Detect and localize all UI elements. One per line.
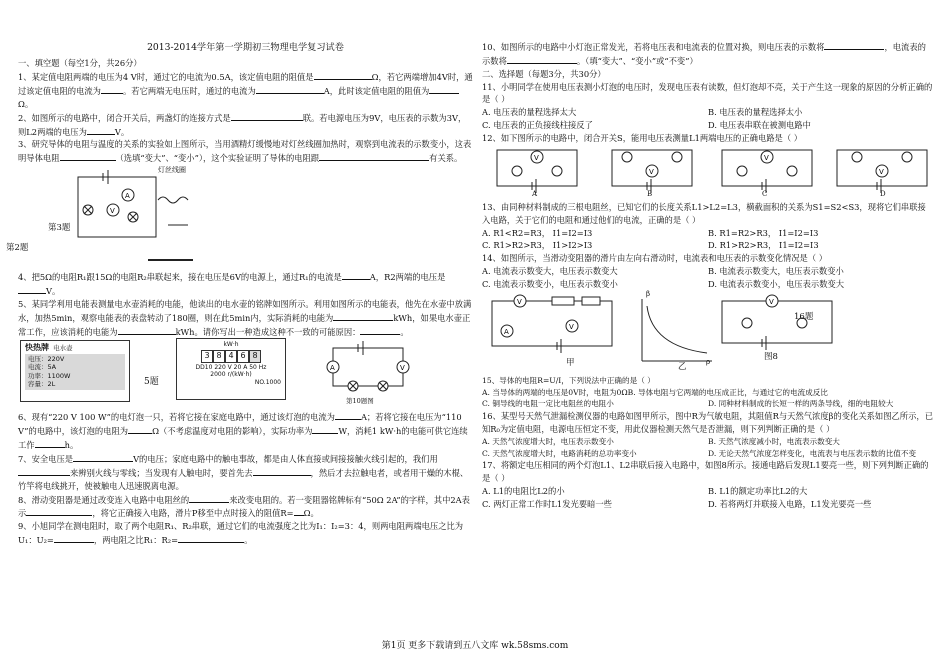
question-13-options	[482, 239, 934, 252]
meter-digit: 8	[249, 350, 261, 362]
question-8: 8、滑动变阻器是通过改变连入电路中电阻丝的 来改变电阻的。若一变阻器铭牌标有“50Ω 2A”的字样，其中2A表示 ，将它正确接入电路，滑片P移至中点时接入的阻值R= Ω。	[18, 494, 470, 519]
circuit-label: A	[532, 189, 538, 198]
question-12-stem: 12、如下图所示的电路中，闭合开关S，能用电压表测量L1两端电压的正确电路是（ ）	[482, 133, 803, 144]
nameplate-row: 电流：5A	[28, 363, 57, 372]
fig3-caption: 第3题	[48, 223, 71, 234]
question-3: 3、研究导体的电阻与温度的关系的实验如上图所示，当用酒精灯缓慢地对灯丝线圈加热时，观察到电流表的示数变小，这表明导体电阻 （选填“变大”、“变小”），这个实验证明了导体的电阻跟 有关系。	[18, 139, 472, 164]
svg-text:A: A	[125, 192, 130, 201]
energy-meter	[176, 338, 286, 400]
nameplate-row: 电压：220V	[28, 354, 65, 363]
figure-14-16-area	[482, 291, 934, 375]
section-fill-blank: 一、填空题（每空1分，共26分）	[18, 58, 142, 69]
option: C. R1>R2>R3， I1>I2>I3	[482, 240, 593, 251]
question-16-options	[482, 448, 934, 460]
circuit-label: B	[647, 189, 653, 198]
circuit-figure-3	[58, 165, 228, 265]
question-11-options	[482, 106, 934, 119]
fig10-caption: 第10题图	[346, 397, 374, 406]
meter-digit: 4	[225, 350, 237, 362]
meter-digit: 6	[237, 350, 249, 362]
question-12-circuits	[482, 145, 934, 201]
right-column	[482, 40, 934, 511]
svg-text:V: V	[649, 167, 654, 176]
option: A. 电流表示数变大，电压表示数变大	[482, 266, 618, 277]
question-14-options	[482, 265, 934, 278]
fig2-caption: 第2题	[6, 243, 29, 254]
question-5: 5、某同学利用电能表测量电水壶消耗的电能，他读出的电水壶的铭牌如图所示。利用如图所示的电能表，他先在水壶中放满水，加热5min，观察电能表的表盘转动了180圈，则在此5min内，实际消耗的电能为 kWh，如果电水壶正常工作，应该消耗的电能为 kWh。请你写出一种造成这种不一致的可能原因： 。	[18, 298, 472, 337]
option: A. 当导体的两端的电压是0V时，电阻为0ΩB. 导体电阻与它两端的电压成正比，与通过它的电流成反比	[482, 387, 828, 397]
meter-digit: 3	[201, 350, 213, 362]
fig16-caption: 16题	[794, 311, 814, 322]
option: D. 电流表示数变小，电压表示数变大	[708, 279, 845, 290]
option: D. R1>R2>R3， I1=I2=I3	[708, 240, 819, 251]
nameplate-product: 电水壶	[53, 344, 73, 353]
left-column	[6, 0, 473, 547]
option: D. 电压表串联在被测电路中	[708, 120, 811, 131]
option: B. R1=R2>R3， I1=I2=I3	[708, 227, 819, 238]
circuit-b	[612, 150, 692, 193]
question-15-options	[482, 398, 934, 410]
question-15	[482, 375, 934, 410]
option: A. R1<R2=R3， I1=I2=I3	[482, 227, 593, 238]
meter-digit: 8	[213, 350, 225, 362]
option: C. 铜导线的电阻一定比电阻丝的电阻小	[482, 399, 614, 409]
svg-text:A: A	[504, 327, 509, 336]
question-6: 6、现有“220 V 100 W”的电灯泡一只，若将它接在家庭电路中，通过该灯泡的电流为 A；若将它接在电压为“110 V”的电路中，该灯泡的电阻为 Ω（不考虑温度对电阻的影响），实际功率为 W，消耗1 kW·h的电能可供它连续工作 h。	[18, 412, 468, 451]
question-13-stem: 13、由同种材料制成的三根电阻丝，已知它们的长度关系L1>L2=L3，横截面积的关系为S1=S2<S3，现将它们串联接入电路，关于它们的电阻和通过他们的电流，正确的是（ ）	[482, 201, 926, 225]
circuit-c	[722, 150, 812, 193]
graph-yi	[642, 299, 712, 361]
coil-label: 灯丝线圈	[158, 166, 186, 175]
figure-5-10-area	[18, 338, 473, 410]
question-17-stem: 17、将额定电压相同的两个灯泡L1、L2串联后接入电路中，如图8所示。接通电路后发现L1要亮一些，则下列判断正确的是（ ）	[482, 460, 929, 484]
option: C. 天然气浓度增大时，电路消耗的总功率变小	[482, 448, 637, 458]
nameplate-row: 容量：2L	[28, 380, 56, 389]
circuit-options-12	[482, 145, 934, 201]
svg-text:V: V	[879, 167, 884, 176]
svg-text:V: V	[110, 207, 115, 216]
svg-text:A: A	[330, 364, 335, 373]
circuit-label: C	[762, 189, 768, 198]
svg-text:V: V	[534, 153, 539, 162]
exam-title: 2013-2014学年第一学期初三物理电学复习试卷	[147, 42, 344, 53]
question-7: 7、安全电压是 V的电压；家庭电路中的触电事故，都是由人体直接或间接接触火线引起的，我们用来辨别火线与零线；当发现有人触电时，要首先去 ，然后才去拉触电者，或者用干燥的木棍、竹竿将电线挑开，使被触电人迅速脱离电源。	[18, 454, 469, 491]
question-16-stem: 16、某型号天然气泄漏检测仪器的电路如图甲所示，图中R为气敏电阻，其阻值R与天然气浓度β的变化关系如图乙所示，已知R₀为定值电阻，电源电压恒定不变，用此仪器检测天然气是否泄漏，则下列判断正确的是（ ）	[482, 411, 933, 435]
question-1: 1、某定值电阻两端的电压为4 V时，通过它的电流为0.5A，该定值电阻的阻值是 Ω，若它两端增加4V时，通过该定值电阻的电流为 。若它两端无电压时，通过的电流为 A，此时该定值电阻的阻值为Ω。	[18, 72, 473, 109]
option: B. 电压表的量程选择太小	[708, 107, 803, 118]
fig5-caption: 5题	[144, 377, 159, 388]
kettle-nameplate	[20, 340, 130, 402]
fig-yi-label: 乙	[678, 361, 687, 372]
option: B. L1的额定功率比L2的大	[708, 486, 808, 497]
option: C. 两灯正常工作时L1发光要暗一些	[482, 499, 612, 510]
option: D. 无论天然气浓度怎样变化，电流表与电压表示数的比值不变	[708, 448, 917, 458]
svg-text:V: V	[769, 297, 774, 306]
option: B. 电流表示数变大，电压表示数变小	[708, 266, 844, 277]
question-15-stem: 15、导体的电阻R=U/I，下列说法中正确的是（ ）	[482, 375, 655, 385]
page-footer: 第1页 更多下载请到五八文库 wk.58sms.com	[381, 641, 569, 651]
axis-beta: β	[646, 289, 651, 298]
svg-text:V: V	[400, 364, 405, 373]
meter-rev: 2000 r/(kW·h)	[210, 371, 252, 379]
nameplate-row: 功率：1100W	[28, 371, 71, 380]
option: A. 电压表的量程选择太大	[482, 107, 577, 118]
question-10: 10、如图所示的电路中小灯泡正常发光，若将电压表和电流表的位置对换，则电压表的示数将 ，电流表的示数将 。（填“变大”、“变小”或“不变”）	[482, 42, 926, 66]
circuit-label: D	[880, 189, 886, 198]
fig-jia-label: 甲	[566, 357, 575, 368]
question-17-options	[482, 485, 934, 498]
question-11-options	[482, 119, 934, 132]
meter-unit: kW·h	[223, 341, 239, 349]
question-9: 9、小旭同学在测电阻时，取了两个电阻R₁、R₂串联，通过它们的电流强度之比为I₁：I₂=3：4，则两电阻两端电压之比为U₁：U₂= ，两电阻之比R₁：R₂= 。	[18, 521, 464, 546]
nameplate-brand: 快热牌	[25, 343, 49, 353]
circuit-a	[497, 150, 577, 193]
question-11-stem: 11、小明同学在使用电压表测小灯泡的电压时，发现电压表有读数，但灯泡却不亮，关于产生这一现象的原因的分析正确的是（ ）	[482, 81, 933, 105]
question-17-options	[482, 498, 934, 511]
circuit-figure-10	[318, 338, 418, 400]
question-14-options	[482, 278, 934, 291]
question-14-stem: 14、如图所示，当滑动变阻器的滑片由左向右滑动时，电流表和电压表的示数变化情况是（ ）	[482, 253, 828, 264]
fig8-caption: 图8	[764, 351, 778, 362]
meter-no: NO.1000	[254, 379, 281, 387]
option: D. 若将两灯并联接入电路，L1发光要亮一些	[708, 499, 872, 510]
option: D. 同种材料制成的长短一样的两条导线，细的电阻较大	[708, 399, 894, 409]
circuit-figure-jia	[492, 295, 612, 353]
section-choice: 二、选择题（每题3分，共30分）	[482, 68, 606, 79]
question-2: 2、如图所示的电路中，闭合开关后，两盏灯的连接方式是 联。若电源电压为9V，电压表的示数为3V，则L2两端的电压为 V。	[18, 112, 467, 137]
question-16-options	[482, 436, 934, 448]
circuit-figure-16	[722, 295, 832, 350]
axis-rho: ρ	[706, 357, 711, 366]
meter-spec: DD10 220 V 20 A 50 Hz	[195, 363, 267, 371]
svg-text:V: V	[517, 297, 522, 306]
option: C. 电压表的正负接线柱接反了	[482, 120, 593, 131]
svg-text:V: V	[764, 153, 769, 162]
question-13-options	[482, 227, 934, 240]
svg-text:V: V	[569, 322, 574, 331]
option: B. 天然气浓度减小时，电流表示数变大	[708, 436, 840, 446]
circuit-d	[837, 150, 927, 193]
question-4: 4、把5Ω的电阻R₁跟15Ω的电阻R₂串联起来，接在电压是6V的电源上，通过R₁的电流是 A，R2两端的电压是V。	[18, 272, 446, 296]
figure-2-3-area	[6, 165, 473, 270]
option: C. 电流表示数变小，电压表示数变小	[482, 279, 618, 290]
option: A. 天然气浓度增大时，电压表示数变小	[482, 436, 614, 446]
option: A. L1的电阻比L2的小	[482, 486, 565, 497]
